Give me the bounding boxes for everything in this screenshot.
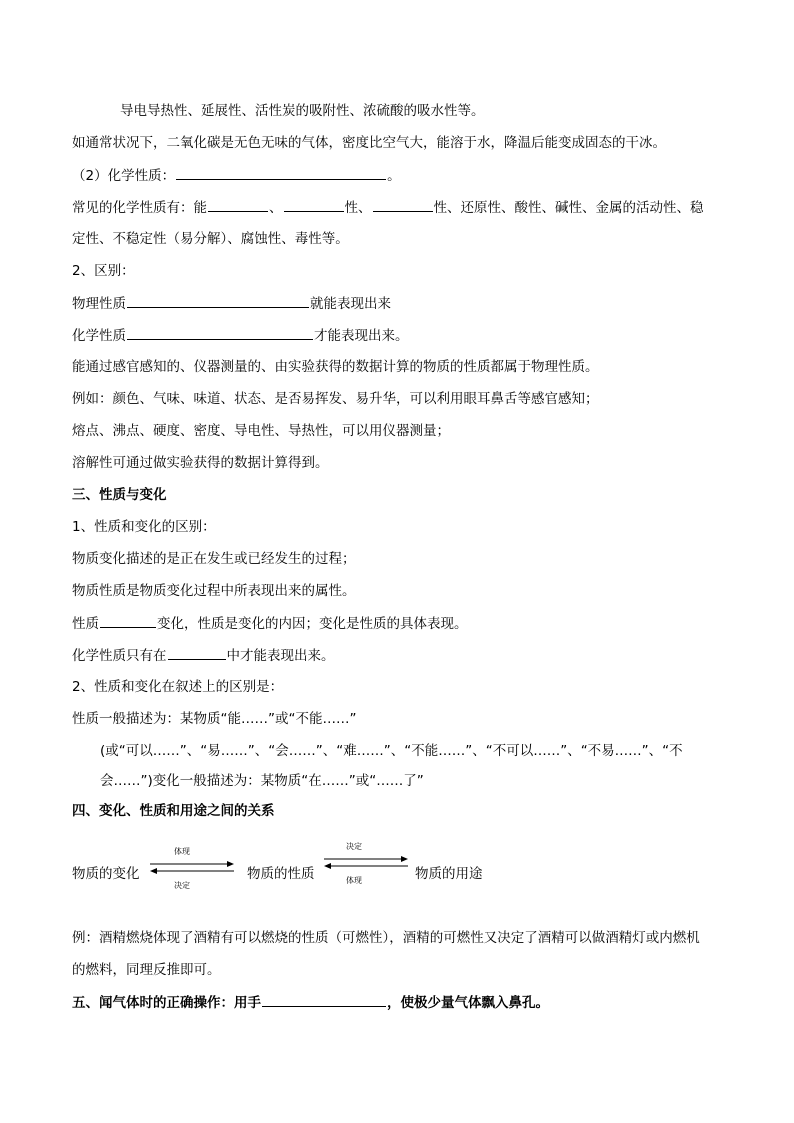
text-line: 性质一般描述为：某物质“能……”或“不能……” <box>72 711 357 727</box>
text-line: 会……”)变化一般描述为：某物质“在……”或“……了” <box>100 773 424 789</box>
diagram-node-change: 物质的变化 <box>72 866 140 882</box>
text-line: (或“可以……”、“易……”、“会……”、“难……”、“不能……”、“不可以……”、“不易……”、“不 <box>100 743 683 759</box>
arrow-label-top: 决定 <box>346 842 362 851</box>
section-heading: 四、变化、性质和用途之间的关系 <box>72 803 275 819</box>
text-line: 例如：颜色、气味、味道、状态、是否易挥发、易升华，可以利用眼耳鼻舌等感官感知； <box>72 391 599 407</box>
section-subheading: 2、性质和变化在叙述上的区别是： <box>72 679 284 695</box>
text-line: 如通常状况下，二氧化碳是无色无味的气体，密度比空气大，能溶于水，降温后能变成固态的干冰。 <box>72 135 666 151</box>
arrow-label-bottom: 决定 <box>174 881 190 890</box>
text-line: 溶解性可通过做实验获得的数据计算得到。 <box>72 455 329 471</box>
section-heading: 三、性质与变化 <box>72 487 167 503</box>
fill-blank[interactable] <box>373 197 433 212</box>
section-subheading: 2、区别： <box>72 263 135 279</box>
text-line: 的燃料，同理反推即可。 <box>72 962 221 978</box>
text-line: 化学性质只有在 中才能表现出来。 <box>72 645 335 666</box>
arrow-label-bottom: 体现 <box>346 876 362 885</box>
text-line: 物质性质是物质变化过程中所表现出来的属性。 <box>72 583 356 599</box>
text-line: 常见的化学性质有：能 、 性、 性、还原性、酸性、碱性、金属的活动性、稳 <box>72 197 704 218</box>
diagram-node-property: 物质的性质 <box>247 866 315 882</box>
text-line: 导电导热性、延展性、活性炭的吸附性、浓硫酸的吸水性等。 <box>120 103 485 119</box>
fill-blank[interactable] <box>127 293 309 308</box>
fill-blank[interactable] <box>208 197 268 212</box>
text-line: 熔点、沸点、硬度、密度、导电性、导热性，可以用仪器测量； <box>72 423 450 439</box>
fill-blank[interactable] <box>262 992 386 1007</box>
fill-blank[interactable] <box>176 165 386 180</box>
fill-blank[interactable] <box>100 613 156 628</box>
relationship-diagram <box>72 838 512 894</box>
section-subheading: 1、性质和变化的区别： <box>72 519 216 535</box>
section-heading: 五、闻气体时的正确操作：用手 ，使极少量气体飘入鼻孔。 <box>72 992 549 1013</box>
text-line: 性质 变化，性质是变化的内因；变化是性质的具体表现。 <box>72 613 468 634</box>
diagram-node-use: 物质的用途 <box>415 866 483 882</box>
double-arrow-icon <box>148 858 236 878</box>
text-line: 定性、不稳定性（易分解）、腐蚀性、毒性等。 <box>72 231 349 247</box>
text-line: 物理性质 就能表现出来 <box>72 293 391 314</box>
text-line: 例：酒精燃烧体现了酒精有可以燃烧的性质（可燃性），酒精的可燃性又决定了酒精可以做酒精灯或内燃机 <box>72 930 700 946</box>
text-line: 能通过感官感知的、仪器测量的、由实验获得的数据计算的物质的性质都属于物理性质。 <box>72 359 599 375</box>
double-arrow-icon <box>322 853 410 873</box>
fill-blank[interactable] <box>168 645 226 660</box>
arrow-label-top: 体现 <box>174 847 190 856</box>
text-line: 化学性质 才能表现出来。 <box>72 325 409 346</box>
fill-blank[interactable] <box>127 325 313 340</box>
fill-blank[interactable] <box>284 197 344 212</box>
text-line: 物质变化描述的是正在发生或已经发生的过程； <box>72 551 356 567</box>
text-line: （2）化学性质： 。 <box>72 165 401 186</box>
